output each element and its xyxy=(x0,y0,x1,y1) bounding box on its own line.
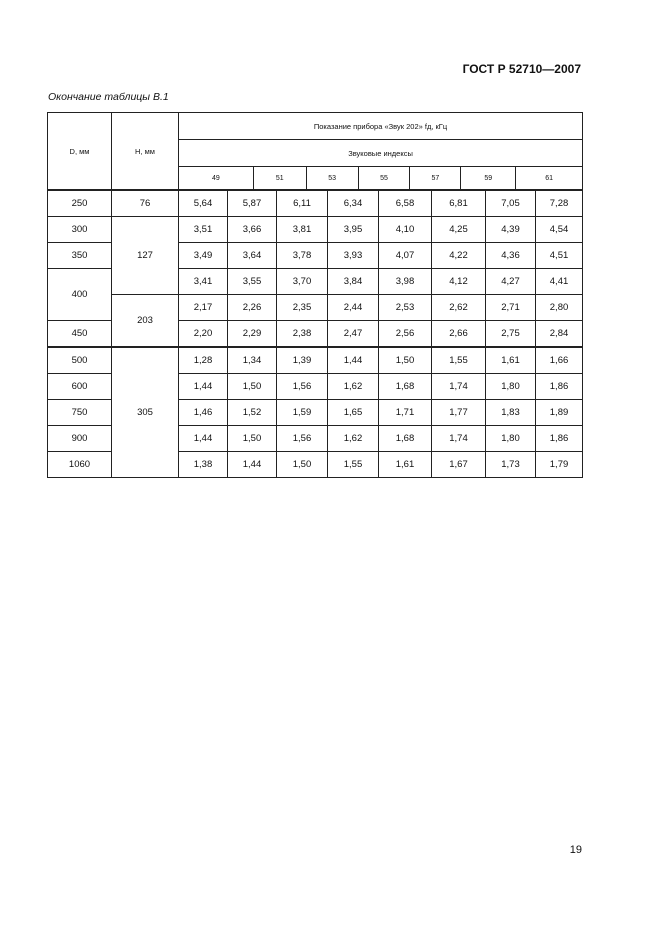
value-cell: 2,26 xyxy=(228,295,277,321)
value-cell: 4,51 xyxy=(536,243,583,269)
value-cell: 1,79 xyxy=(536,452,583,478)
value-cell: 2,35 xyxy=(277,295,328,321)
value-cell: 4,25 xyxy=(432,217,486,243)
value-cell: 1,89 xyxy=(536,400,583,426)
value-cell: 3,84 xyxy=(328,269,379,295)
value-cell: 1,68 xyxy=(379,426,432,452)
value-cell: 1,44 xyxy=(328,347,379,374)
value-cell: 2,38 xyxy=(277,321,328,348)
index-cells xyxy=(179,167,582,189)
value-cell: 1,66 xyxy=(536,347,583,374)
value-cell: 3,70 xyxy=(277,269,328,295)
value-cell: 1,61 xyxy=(379,452,432,478)
value-cell: 2,80 xyxy=(536,295,583,321)
value-cell: 5,87 xyxy=(228,190,277,217)
value-cell: 1,50 xyxy=(228,426,277,452)
value-cell: 2,44 xyxy=(328,295,379,321)
page-number: 19 xyxy=(569,844,582,856)
d-cell: 300 xyxy=(48,217,112,243)
value-cell: 4,10 xyxy=(379,217,432,243)
value-cell: 6,81 xyxy=(432,190,486,217)
header-h: H, мм xyxy=(112,113,179,191)
value-cell: 1,83 xyxy=(486,400,536,426)
value-cell: 1,65 xyxy=(328,400,379,426)
value-cell: 2,66 xyxy=(432,321,486,348)
table-row xyxy=(48,295,583,321)
d-cell: 500 xyxy=(48,347,112,374)
value-cell: 4,27 xyxy=(486,269,536,295)
value-cell: 3,98 xyxy=(379,269,432,295)
value-cell: 1,61 xyxy=(486,347,536,374)
value-cell: 1,44 xyxy=(179,374,228,400)
value-cell: 1,55 xyxy=(328,452,379,478)
value-cell: 2,17 xyxy=(179,295,228,321)
header-d: D, мм xyxy=(48,113,112,191)
value-cell: 2,71 xyxy=(486,295,536,321)
value-cell: 4,07 xyxy=(379,243,432,269)
value-cell: 2,53 xyxy=(379,295,432,321)
document-code: ГОСТ Р 52710—2007 xyxy=(462,62,581,76)
h-cell: 127 xyxy=(112,217,179,295)
table-row xyxy=(48,190,583,217)
d-cell: 900 xyxy=(48,426,112,452)
value-cell: 2,62 xyxy=(432,295,486,321)
value-cell: 3,78 xyxy=(277,243,328,269)
value-cell: 1,44 xyxy=(228,452,277,478)
index-row xyxy=(179,167,583,191)
value-cell: 1,44 xyxy=(179,426,228,452)
value-cell: 6,34 xyxy=(328,190,379,217)
value-cell: 4,39 xyxy=(486,217,536,243)
h-cell: 305 xyxy=(112,347,179,478)
value-cell: 3,55 xyxy=(228,269,277,295)
value-cell: 3,81 xyxy=(277,217,328,243)
header-reading: Показание прибора «Звук 202» fд, кГц xyxy=(179,113,583,140)
index-cell: 51 xyxy=(253,167,306,189)
value-cell: 1,34 xyxy=(228,347,277,374)
value-cell: 1,80 xyxy=(486,374,536,400)
index-cell: 57 xyxy=(409,167,460,189)
value-cell: 1,71 xyxy=(379,400,432,426)
value-cell: 1,50 xyxy=(379,347,432,374)
index-cell: 53 xyxy=(306,167,358,189)
value-cell: 6,11 xyxy=(277,190,328,217)
d-cell: 350 xyxy=(48,243,112,269)
value-cell: 4,22 xyxy=(432,243,486,269)
value-cell: 1,62 xyxy=(328,426,379,452)
value-cell: 7,05 xyxy=(486,190,536,217)
value-cell: 1,59 xyxy=(277,400,328,426)
value-cell: 3,41 xyxy=(179,269,228,295)
value-cell: 3,51 xyxy=(179,217,228,243)
value-cell: 2,47 xyxy=(328,321,379,348)
table-row xyxy=(48,347,583,374)
value-cell: 1,56 xyxy=(277,374,328,400)
value-cell: 1,38 xyxy=(179,452,228,478)
index-cell: 61 xyxy=(515,167,582,189)
value-cell: 1,73 xyxy=(486,452,536,478)
value-cell: 4,54 xyxy=(536,217,583,243)
index-cell: 59 xyxy=(460,167,515,189)
value-cell: 4,41 xyxy=(536,269,583,295)
value-cell: 1,52 xyxy=(228,400,277,426)
value-cell: 4,36 xyxy=(486,243,536,269)
value-cell: 1,68 xyxy=(379,374,432,400)
value-cell: 1,86 xyxy=(536,426,583,452)
value-cell: 2,75 xyxy=(486,321,536,348)
value-cell: 7,28 xyxy=(536,190,583,217)
value-cell: 1,55 xyxy=(432,347,486,374)
value-cell: 1,67 xyxy=(432,452,486,478)
value-cell: 6,58 xyxy=(379,190,432,217)
value-cell: 1,50 xyxy=(277,452,328,478)
d-cell: 750 xyxy=(48,400,112,426)
value-cell: 4,12 xyxy=(432,269,486,295)
value-cell: 1,39 xyxy=(277,347,328,374)
value-cell: 3,64 xyxy=(228,243,277,269)
d-cell: 450 xyxy=(48,321,112,348)
header-indices: Звуковые индексы xyxy=(179,140,583,167)
value-cell: 3,49 xyxy=(179,243,228,269)
value-cell: 2,20 xyxy=(179,321,228,348)
value-cell: 3,93 xyxy=(328,243,379,269)
index-cell: 49 xyxy=(212,174,220,182)
value-cell: 1,74 xyxy=(432,426,486,452)
value-cell: 1,86 xyxy=(536,374,583,400)
value-cell: 1,50 xyxy=(228,374,277,400)
index-cell: 55 xyxy=(358,167,410,189)
value-cell: 1,46 xyxy=(179,400,228,426)
value-cell: 2,29 xyxy=(228,321,277,348)
value-cell: 2,84 xyxy=(536,321,583,348)
value-cell: 3,66 xyxy=(228,217,277,243)
value-cell: 1,74 xyxy=(432,374,486,400)
h-cell: 203 xyxy=(112,295,179,348)
value-cell: 1,77 xyxy=(432,400,486,426)
d-cell: 250 xyxy=(48,190,112,217)
value-cell: 1,62 xyxy=(328,374,379,400)
table-caption: Окончание таблицы В.1 xyxy=(48,91,169,103)
value-cell: 3,95 xyxy=(328,217,379,243)
d-cell: 1060 xyxy=(48,452,112,478)
value-cell: 1,80 xyxy=(486,426,536,452)
value-cell: 1,28 xyxy=(179,347,228,374)
d-cell: 400 xyxy=(48,269,112,321)
d-cell: 600 xyxy=(48,374,112,400)
table-row xyxy=(48,217,583,243)
data-table xyxy=(47,112,583,478)
value-cell: 2,56 xyxy=(379,321,432,348)
value-cell: 5,64 xyxy=(179,190,228,217)
h-cell: 76 xyxy=(112,190,179,217)
value-cell: 1,56 xyxy=(277,426,328,452)
